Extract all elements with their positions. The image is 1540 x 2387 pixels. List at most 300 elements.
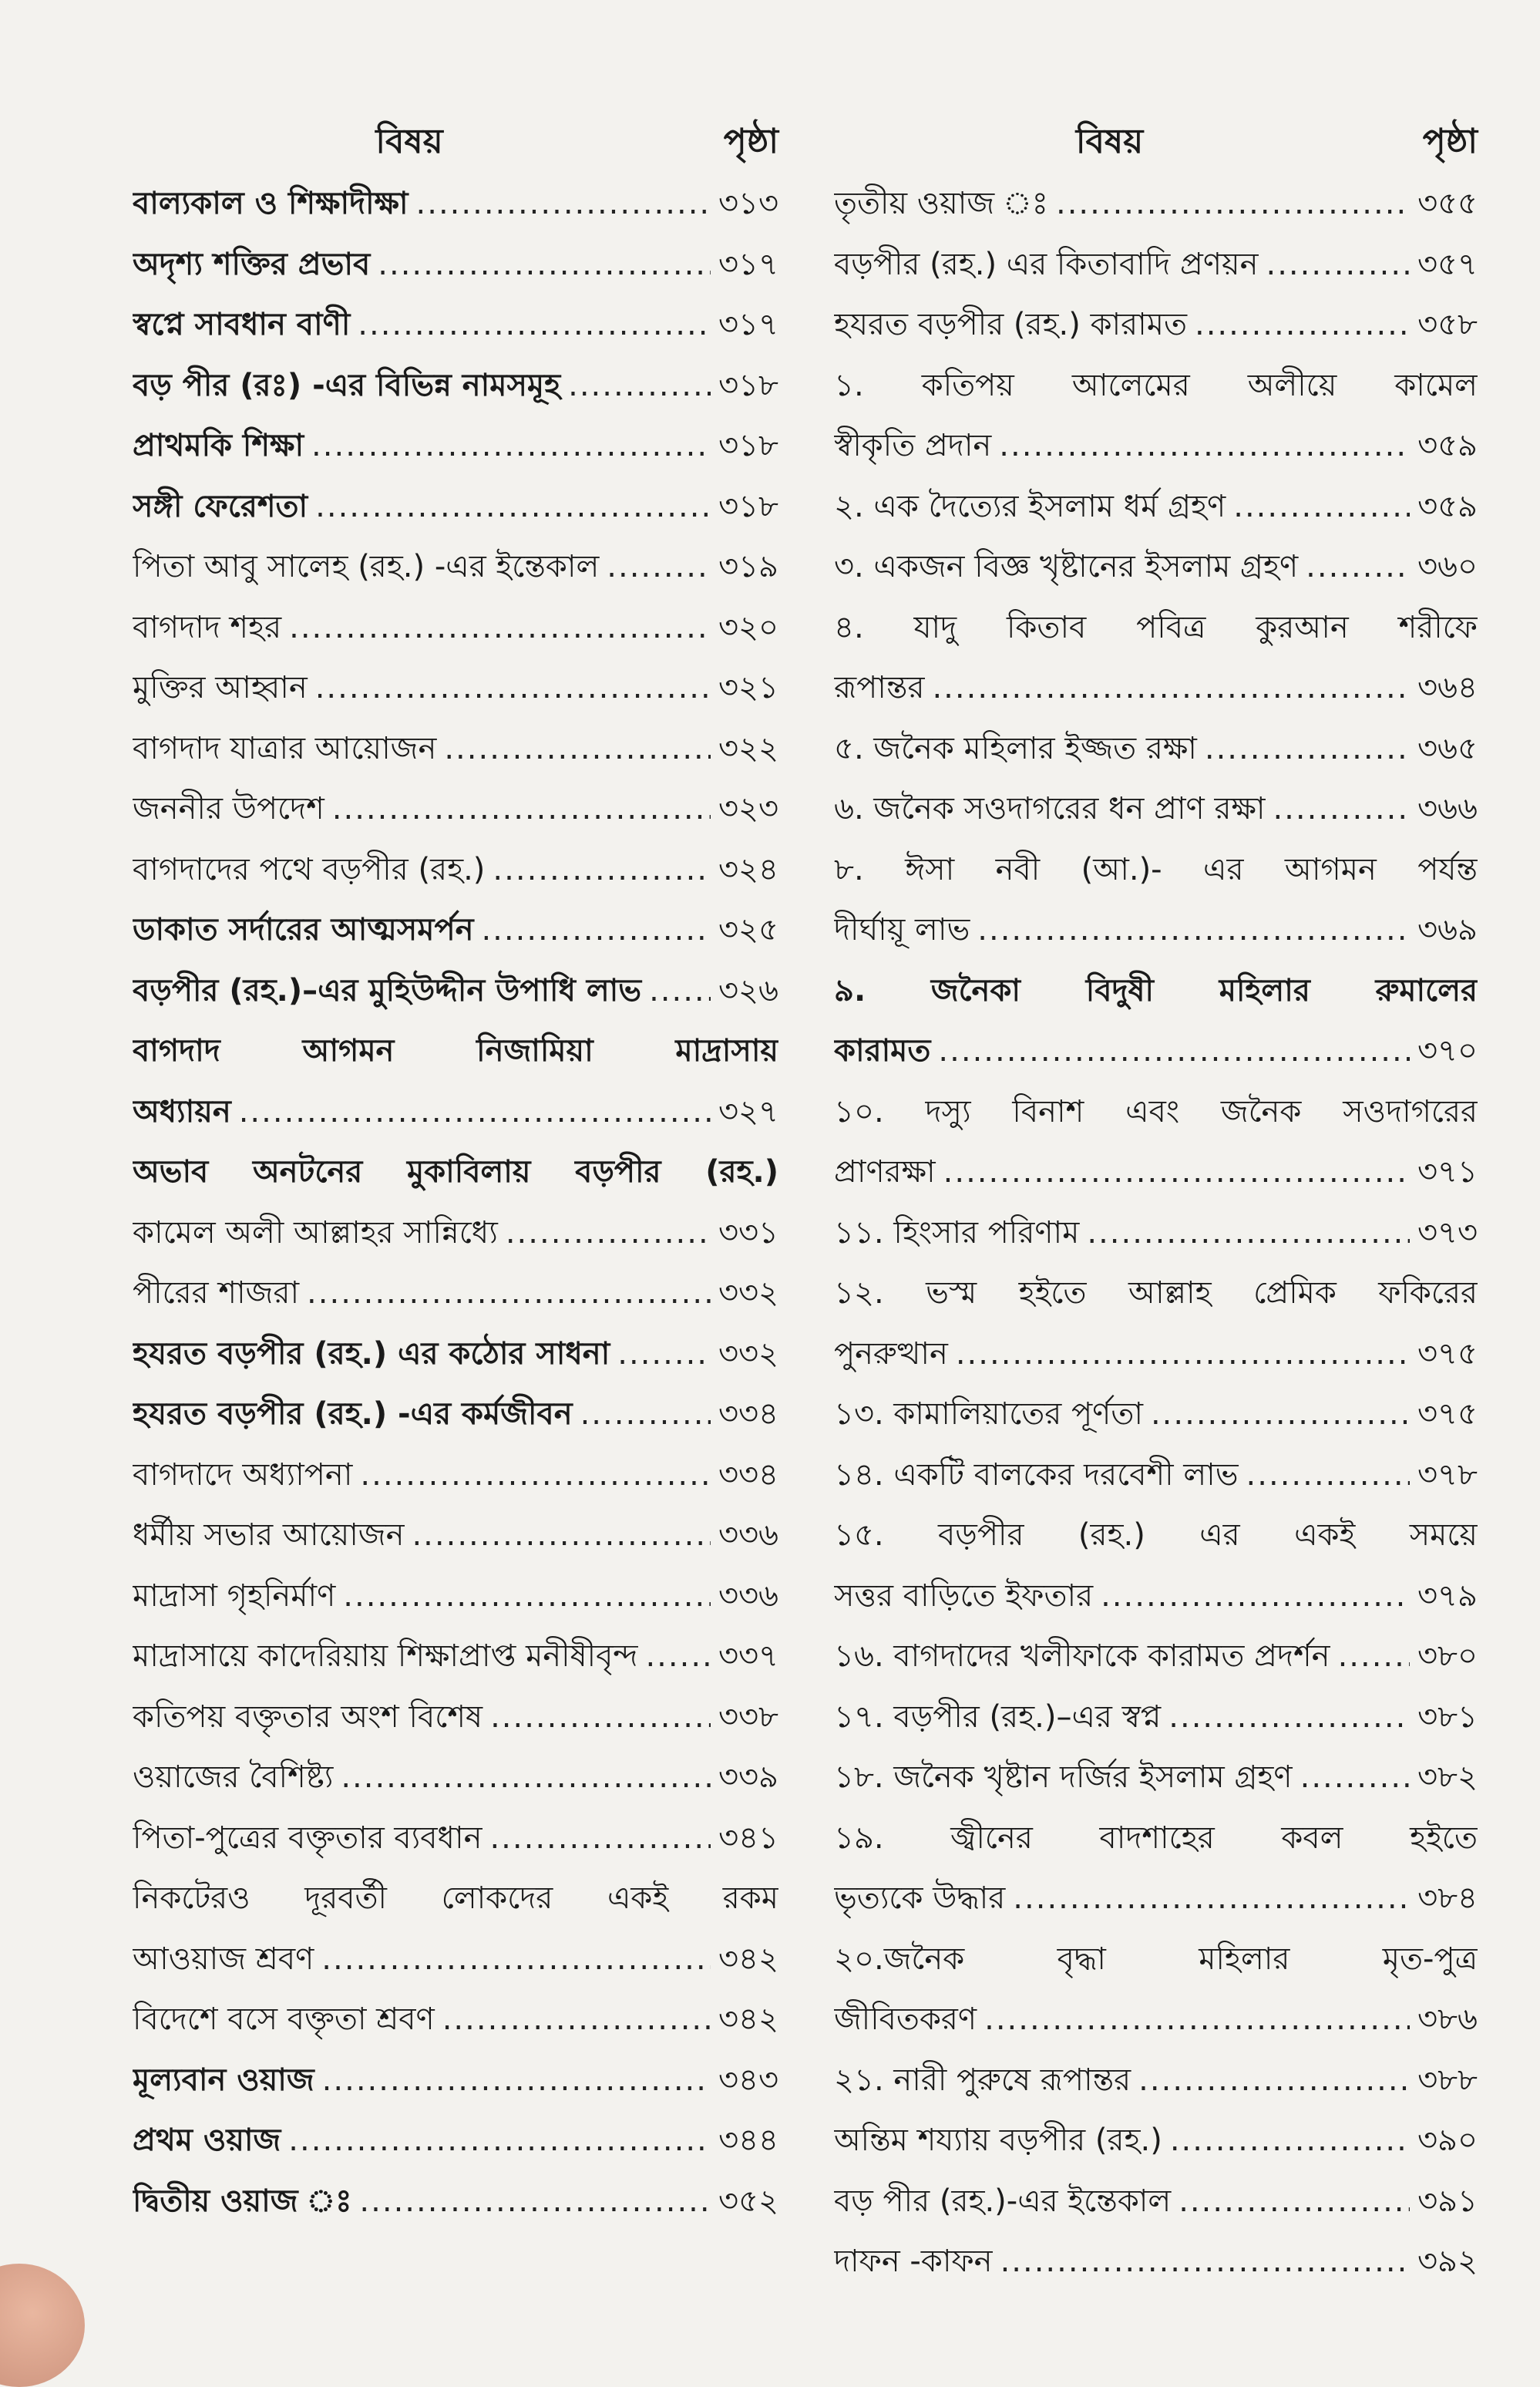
- entry-title: ২. এক দৈত্যের ইসলাম ধর্ম গ্রহণ: [834, 488, 1226, 524]
- toc-entry-line: [834, 416, 1478, 476]
- toc-entry-line: [133, 2110, 778, 2171]
- header-page: পৃষ্ঠা: [723, 122, 778, 161]
- toc-entry-line: [133, 1566, 778, 1627]
- toc-entry: [133, 900, 778, 961]
- dot-leader: [1168, 1687, 1410, 1748]
- toc-entry-line: [834, 719, 1478, 779]
- page-number: ৩১৮: [718, 488, 778, 524]
- toc-entry: [834, 2110, 1478, 2171]
- page-number: ৩৮০: [1417, 1638, 1478, 1674]
- dot-leader: [649, 961, 711, 1022]
- toc-entry-line: [133, 416, 778, 476]
- toc-entry-line: [133, 234, 778, 295]
- dot-leader: [289, 598, 711, 658]
- entry-title: ১৫. বড়পীর (রহ.) এর একই সময়ে: [834, 1517, 1478, 1553]
- entry-title: বিদেশে বসে বক্তৃতা শ্রবণ: [133, 2002, 435, 2037]
- toc-entry: [834, 1808, 1478, 1929]
- dot-leader: [1306, 537, 1410, 598]
- entry-title: ১২. ভস্ম হইতে আল্লাহ প্রেমিক ফকিরের: [834, 1275, 1478, 1311]
- page-number: ৩৩৭: [718, 1638, 778, 1674]
- toc-entry-line: [834, 1929, 1478, 1990]
- page-number: ৩৯০: [1417, 2123, 1478, 2158]
- toc-entry-line: [133, 537, 778, 598]
- entry-title: জীবিতকরণ: [834, 2002, 977, 2037]
- toc-entry: [133, 295, 778, 355]
- toc-entry-line: [834, 1082, 1478, 1143]
- toc-entry: [133, 719, 778, 779]
- toc-entry: [834, 234, 1478, 295]
- dot-leader: [359, 2171, 711, 2232]
- entry-title: বড়পীর (রহ.)–এর মুহিউদ্দীন উপাধি লাভ: [133, 972, 642, 1008]
- toc-entry: [834, 719, 1478, 779]
- dot-leader: [580, 1384, 711, 1445]
- toc-entry-line: [133, 779, 778, 840]
- toc-entry-line: [133, 295, 778, 355]
- toc-entry-line: [834, 173, 1478, 234]
- page-number: ৩৭৯: [1417, 1577, 1478, 1614]
- entry-title: ২০.জনৈক বৃদ্ধা মহিলার মৃত-পুত্র: [834, 1941, 1478, 1977]
- dot-leader: [378, 234, 711, 295]
- page-number: ৩৭৮: [1417, 1456, 1478, 1493]
- toc-entry-line: [834, 1808, 1478, 1869]
- toc-entry-line: [834, 1021, 1478, 1082]
- dot-leader: [322, 2050, 711, 2111]
- toc-entry: [834, 476, 1478, 537]
- dot-leader: [444, 719, 711, 779]
- entry-title: বাল্যকাল ও শিক্ষাদীক্ষা: [133, 186, 409, 221]
- dot-leader: [645, 1626, 711, 1687]
- column-header: [834, 108, 1478, 173]
- toc-entry-line: [834, 1142, 1478, 1203]
- page-number: ৩৫৯: [1417, 488, 1478, 524]
- dot-leader: [1170, 2110, 1410, 2171]
- toc-entry-line: [834, 1324, 1478, 1385]
- toc-entry: [834, 1082, 1478, 1203]
- entry-title: দীর্ঘায়ূ লাভ: [834, 912, 970, 948]
- dot-leader: [1338, 1626, 1410, 1687]
- entry-title: প্রথম ওয়াজ: [133, 2123, 281, 2158]
- toc-entry: [133, 1142, 778, 1203]
- page-number: ৩১৯: [718, 549, 778, 584]
- toc-entry: [133, 1626, 778, 1687]
- dot-leader: [999, 416, 1410, 476]
- page-number: ৩৩১: [718, 1214, 778, 1251]
- toc-entry-line: [834, 1445, 1478, 1506]
- dot-leader: [489, 1808, 711, 1869]
- entry-title: ১১. হিংসার পরিণাম: [834, 1214, 1080, 1251]
- entry-title: অদৃশ্য শক্তির প্রভাব: [133, 246, 371, 282]
- page-number: ৩২১: [718, 670, 778, 705]
- toc-entry: [133, 173, 778, 234]
- dot-leader: [506, 1203, 711, 1264]
- toc-entries: [834, 173, 1478, 2292]
- toc-entry-line: [834, 2171, 1478, 2232]
- toc-entry-line: [133, 2171, 778, 2232]
- entry-title: কারামত: [834, 1033, 931, 1069]
- entry-title: বড় পীর (রহ.)-এর ইন্তেকাল: [834, 2183, 1172, 2219]
- toc-entry: [834, 779, 1478, 840]
- page-number: ৩১৭: [718, 307, 778, 342]
- dot-leader: [1101, 1566, 1410, 1627]
- entry-title: হযরত বড়পীর (রহ.) এর কঠোর সাধনা: [133, 1335, 610, 1372]
- entry-title: সত্তর বাড়িতে ইফতার: [834, 1577, 1094, 1614]
- toc-entry: [834, 2171, 1478, 2232]
- toc-entry: [834, 1747, 1478, 1808]
- page-number: ৩৩৬: [718, 1577, 778, 1614]
- dot-leader: [360, 1445, 711, 1506]
- toc-entry-line: [133, 1324, 778, 1385]
- entry-title: ধর্মীয় সভার আয়োজন: [133, 1517, 405, 1553]
- toc-entry-line: [834, 537, 1478, 598]
- dot-leader: [1205, 719, 1410, 779]
- entry-title: অন্তিম শয্যায় বড়পীর (রহ.): [834, 2123, 1162, 2158]
- page-number: ৩৩৯: [718, 1759, 778, 1795]
- dot-leader: [412, 1505, 711, 1566]
- entry-title: বাগদাদ শহর: [133, 609, 282, 645]
- toc-entry: [834, 1929, 1478, 2050]
- toc-entry-line: [834, 1747, 1478, 1808]
- toc-entry-line: [834, 1566, 1478, 1627]
- toc-entry-line: [834, 234, 1478, 295]
- dot-leader: [1195, 295, 1410, 355]
- toc-entry: [834, 1687, 1478, 1748]
- dot-leader: [1179, 2171, 1410, 2232]
- dot-leader: [956, 1324, 1410, 1385]
- page-number: ৩৫৮: [1417, 307, 1478, 342]
- entry-title: প্রাণরক্ষা: [834, 1154, 936, 1190]
- entry-title: ডাকাত সর্দারের আত্মসমর্পন: [133, 912, 474, 948]
- toc-entry: [133, 779, 778, 840]
- toc-entry: [834, 840, 1478, 961]
- dot-leader: [1138, 2050, 1410, 2111]
- dot-leader: [938, 1021, 1410, 1082]
- page-number: ৩৬৫: [1417, 730, 1478, 766]
- page-number: ৩৩২: [718, 1275, 778, 1311]
- page-number: ৩১৮: [718, 367, 778, 403]
- entry-title: ১৮. জনৈক খৃষ্টান দর্জির ইসলাম গ্রহণ: [834, 1759, 1293, 1795]
- entry-title: প্রাথমকি শিক্ষা: [133, 428, 304, 463]
- entry-title: পীরের শাজরা: [133, 1275, 300, 1311]
- page-number: ৩৮২: [1417, 1759, 1478, 1795]
- entry-title: ৩. একজন বিজ্ঞ খৃষ্টানের ইসলাম গ্রহণ: [834, 549, 1299, 584]
- toc-entry: [133, 476, 778, 537]
- entry-title: সঙ্গী ফেরেশতা: [133, 488, 308, 524]
- entry-title: মূল্যবান ওয়াজ: [133, 2062, 314, 2098]
- toc-entry: [133, 1687, 778, 1748]
- dot-leader: [321, 1929, 711, 1990]
- page-number: ৩৪২: [718, 1941, 778, 1977]
- page-number: ৩২৭: [718, 1093, 778, 1130]
- toc-entry-line: [834, 1263, 1478, 1324]
- toc-entry: [133, 840, 778, 901]
- toc-entry-line: [834, 598, 1478, 658]
- page-number: ৩২৩: [718, 791, 778, 827]
- page-number: ৩৬০: [1417, 549, 1478, 584]
- toc-entry: [133, 1445, 778, 1506]
- page-number: ৩৭১: [1417, 1154, 1478, 1190]
- toc-entry: [834, 598, 1478, 719]
- toc-entry: [133, 1747, 778, 1808]
- entry-title: পিতা আবু সালেহ (রহ.) -এর ইন্তেকাল: [133, 549, 600, 584]
- toc-entry: [133, 961, 778, 1022]
- toc-entry: [133, 2050, 778, 2111]
- toc-entry-line: [133, 1868, 778, 1929]
- dot-leader: [307, 1263, 711, 1324]
- toc-entry: [133, 598, 778, 658]
- toc-entries: [133, 173, 778, 2231]
- page-number: ৩৬৬: [1417, 791, 1478, 827]
- entry-title: ৪. যাদু কিতাব পবিত্র কুরআন শরীফে: [834, 609, 1478, 645]
- page-number: ৩৫২: [718, 2183, 778, 2219]
- entry-title: আওয়াজ শ্রবণ: [133, 1941, 314, 1977]
- toc-entry: [133, 1868, 778, 1989]
- entry-title: ১৯. জ্বীনের বাদশাহের কবল হইতে: [834, 1820, 1478, 1856]
- toc-entry-line: [133, 1384, 778, 1445]
- toc-entry: [133, 2171, 778, 2232]
- entry-title: ১৬. বাগদাদের খলীফাকে কারামত প্রদর্শন: [834, 1638, 1330, 1674]
- entry-title: স্বপ্নে সাবধান বাণী: [133, 307, 351, 342]
- page-number: ৩৯১: [1417, 2183, 1478, 2219]
- toc-entry: [834, 1263, 1478, 1384]
- entry-title: কামেল অলী আল্লাহর সান্নিধ্যে: [133, 1214, 498, 1251]
- toc-entry-line: [133, 598, 778, 658]
- dot-leader: [416, 173, 711, 234]
- toc-entry: [834, 1384, 1478, 1445]
- dot-leader: [943, 1142, 1410, 1203]
- dot-leader: [1273, 779, 1410, 840]
- toc-entry-line: [834, 355, 1478, 416]
- dot-leader: [1151, 1384, 1410, 1445]
- toc-entry-line: [834, 1687, 1478, 1748]
- toc-entry: [133, 658, 778, 719]
- toc-entry: [133, 234, 778, 295]
- entry-title: ৬. জনৈক সওদাগরের ধন প্রাণ রক্ষা: [834, 791, 1266, 827]
- page-number: ৩৩৮: [718, 1699, 778, 1735]
- page-number: ৩৬৯: [1417, 912, 1478, 948]
- dot-leader: [1000, 2231, 1410, 2292]
- toc-entry: [834, 1203, 1478, 1264]
- page-number: ৩৭০: [1417, 1033, 1478, 1069]
- toc-entry-line: [133, 719, 778, 779]
- toc-entry: [133, 2110, 778, 2171]
- entry-title: ভৃত্যকে উদ্ধার: [834, 1880, 1006, 1916]
- toc-entry-line: [133, 476, 778, 537]
- toc-entry: [133, 1989, 778, 2050]
- dot-leader: [984, 1989, 1410, 2050]
- page-number: ৩৯২: [1417, 2244, 1478, 2279]
- toc-entry: [834, 1505, 1478, 1626]
- toc-entry-line: [133, 1989, 778, 2050]
- toc-entry-line: [834, 840, 1478, 901]
- page-number: ৩৫৯: [1417, 428, 1478, 463]
- toc-entry-line: [834, 295, 1478, 355]
- toc-entry-line: [834, 2050, 1478, 2111]
- page-number: ৩২৫: [718, 912, 778, 948]
- toc-entry-line: [133, 1021, 778, 1082]
- toc-entry-line: [834, 900, 1478, 961]
- toc-entry-line: [133, 1505, 778, 1566]
- entry-title: হযরত বড়পীর (রহ.) -এর কর্মজীবন: [133, 1396, 573, 1432]
- column-header: [133, 108, 778, 173]
- page-number: ৩২৬: [718, 972, 778, 1008]
- toc-entry: [133, 1324, 778, 1385]
- entry-title: ৫. জনৈক মহিলার ইজ্জত রক্ষা: [834, 730, 1197, 766]
- entry-title: ৮. ঈসা নবী (আ.)- এর আগমন পর্যন্ত: [834, 851, 1478, 887]
- toc-entry: [133, 537, 778, 598]
- toc-entry: [133, 355, 778, 416]
- entry-title: তৃতীয় ওয়াজ ঃ: [834, 186, 1048, 221]
- entry-title: বড় পীর (রঃ) -এর বিভিন্ন নামসমূহ: [133, 367, 561, 403]
- toc-entry-line: [834, 779, 1478, 840]
- page-number: ৩২৪: [718, 851, 778, 887]
- entry-title: ১৭. বড়পীর (রহ.)–এর স্বপ্ন: [834, 1699, 1162, 1735]
- dot-leader: [1266, 234, 1411, 295]
- toc-entry: [133, 1203, 778, 1264]
- toc-entry: [133, 416, 778, 476]
- entry-title: ১. কতিপয় আলেমের অলীয়ে কামেল: [834, 367, 1478, 403]
- entry-title: স্বীকৃতি প্রদান: [834, 428, 992, 463]
- toc-entry: [834, 2231, 1478, 2292]
- entry-title: হযরত বড়পীর (রহ.) কারামত: [834, 307, 1187, 342]
- toc-entry-line: [133, 1203, 778, 1264]
- toc-entry-line: [834, 2110, 1478, 2171]
- entry-title: মাদ্রাসায়ে কাদেরিয়ায় শিক্ষাপ্রাপ্ত মনীষীবৃন্দ: [133, 1638, 638, 1674]
- entry-title: দাফন -কাফন: [834, 2244, 993, 2279]
- entry-title: ওয়াজের বৈশিষ্ট্য: [133, 1759, 334, 1795]
- page-number: ৩৪৪: [718, 2123, 778, 2158]
- page-number: ৩৮৪: [1417, 1880, 1478, 1916]
- entry-title: রূপান্তর: [834, 670, 925, 705]
- toc-entry-line: [133, 1808, 778, 1869]
- dot-leader: [311, 416, 711, 476]
- toc-entry-line: [834, 1868, 1478, 1929]
- page-number: ৩১৮: [718, 428, 778, 463]
- page-number: ৩৮৬: [1417, 2002, 1478, 2037]
- page-number: ৩৮৮: [1417, 2062, 1478, 2098]
- page-number: ৩২০: [718, 609, 778, 645]
- toc-entry-line: [834, 1626, 1478, 1687]
- page-number: ৩৫৫: [1417, 186, 1478, 221]
- dot-leader: [1087, 1203, 1410, 1264]
- toc-entry-line: [133, 1747, 778, 1808]
- toc-entry-line: [133, 1687, 778, 1748]
- toc-entry-line: [834, 2231, 1478, 2292]
- header-subject: বিষয়: [1075, 122, 1144, 161]
- toc-entry-line: [133, 658, 778, 719]
- toc-entry: [834, 537, 1478, 598]
- dot-leader: [617, 1324, 711, 1385]
- dot-leader: [1300, 1747, 1410, 1808]
- toc-entry: [133, 1505, 778, 1566]
- dot-leader: [493, 840, 711, 901]
- toc-entry: [834, 1445, 1478, 1506]
- entry-title: ১৪. একটি বালকের দরবেশী লাভ: [834, 1456, 1239, 1493]
- toc-entry-line: [133, 1445, 778, 1506]
- page-number: ৩৮১: [1417, 1699, 1478, 1735]
- entry-title: কতিপয় বক্তৃতার অংশ বিশেষ: [133, 1699, 483, 1735]
- toc-entry: [834, 173, 1478, 234]
- entry-title: ৯. জনৈকা বিদুষী মহিলার রুমালের: [834, 972, 1478, 1008]
- header-subject: বিষয়: [375, 122, 443, 161]
- entry-title: বাগদাদে অধ্যাপনা: [133, 1456, 353, 1493]
- page-number: ৩৭৫: [1417, 1335, 1478, 1372]
- toc-entry-line: [133, 1263, 778, 1324]
- page-number: ৩১৩: [718, 186, 778, 221]
- entry-title: অধ্যায়ন: [133, 1093, 231, 1130]
- toc-left-column: [133, 108, 778, 2231]
- dot-leader: [481, 900, 711, 961]
- page-number: ৩৩৬: [718, 1517, 778, 1553]
- toc-entry: [834, 2050, 1478, 2111]
- toc-entry: [834, 355, 1478, 476]
- entry-title: পুনরুত্থান: [834, 1335, 948, 1372]
- header-page: পৃষ্ঠা: [1422, 122, 1478, 161]
- page-number: ৩৩২: [718, 1335, 778, 1372]
- page-number: ৩৪১: [718, 1820, 778, 1856]
- page-number: ৩৩৪: [718, 1396, 778, 1432]
- entry-title: দ্বিতীয় ওয়াজ ঃ: [133, 2183, 352, 2219]
- dot-leader: [932, 658, 1410, 719]
- toc-entry: [133, 1384, 778, 1445]
- toc-entry-line: [133, 355, 778, 416]
- dot-leader: [343, 1566, 711, 1627]
- dot-leader: [315, 476, 711, 537]
- toc-entry-line: [133, 961, 778, 1022]
- toc-entry-line: [834, 476, 1478, 537]
- toc-entry: [834, 1626, 1478, 1687]
- toc-entry-line: [133, 840, 778, 901]
- dot-leader: [1013, 1868, 1410, 1929]
- dot-leader: [1233, 476, 1410, 537]
- entry-title: অভাব অনটনের মুকাবিলায় বড়পীর (রহ.): [133, 1154, 778, 1190]
- toc-entry-line: [133, 173, 778, 234]
- toc-entry-line: [133, 900, 778, 961]
- entry-title: বাগদাদ যাত্রার আয়োজন: [133, 730, 437, 766]
- page-number: ৩১৭: [718, 246, 778, 282]
- dot-leader: [288, 2110, 711, 2171]
- toc-entry-line: [834, 1203, 1478, 1264]
- toc-entry: [133, 1566, 778, 1627]
- page-number: ৩৭৫: [1417, 1396, 1478, 1432]
- toc-entry-line: [133, 1142, 778, 1203]
- dot-leader: [607, 537, 711, 598]
- page-number: ৩২২: [718, 730, 778, 766]
- dot-leader: [358, 295, 711, 355]
- dot-leader: [442, 1989, 711, 2050]
- entry-title: বড়পীর (রহ.) এর কিতাবাদি প্রণয়ন: [834, 246, 1259, 282]
- toc-entry: [834, 961, 1478, 1082]
- toc-entry-line: [133, 1929, 778, 1990]
- entry-title: মুক্তির আহ্বান: [133, 670, 308, 705]
- dot-leader: [568, 355, 711, 416]
- finger-photo-artifact: [0, 2264, 85, 2387]
- toc-entry-line: [133, 2050, 778, 2111]
- toc-entry: [834, 295, 1478, 355]
- entry-title: ১০. দস্যু বিনাশ এবং জনৈক সওদাগরের: [834, 1093, 1478, 1130]
- toc-entry-line: [834, 1384, 1478, 1445]
- dot-leader: [1056, 173, 1410, 234]
- page-number: ৩৩৪: [718, 1456, 778, 1493]
- entry-title: বাগদাদ আগমন নিজামিয়া মাদ্রাসায়: [133, 1033, 778, 1069]
- entry-title: ১৩. কামালিয়াতের পূর্ণতা: [834, 1396, 1143, 1432]
- dot-leader: [977, 900, 1410, 961]
- dot-leader: [315, 658, 711, 719]
- entry-title: নিকটেরও দূরবর্তী লোকদের একই রকম: [133, 1880, 778, 1916]
- toc-entry-line: [834, 961, 1478, 1022]
- dot-leader: [490, 1687, 711, 1748]
- toc-entry-line: [834, 1989, 1478, 2050]
- page-number: ৩৪২: [718, 2002, 778, 2037]
